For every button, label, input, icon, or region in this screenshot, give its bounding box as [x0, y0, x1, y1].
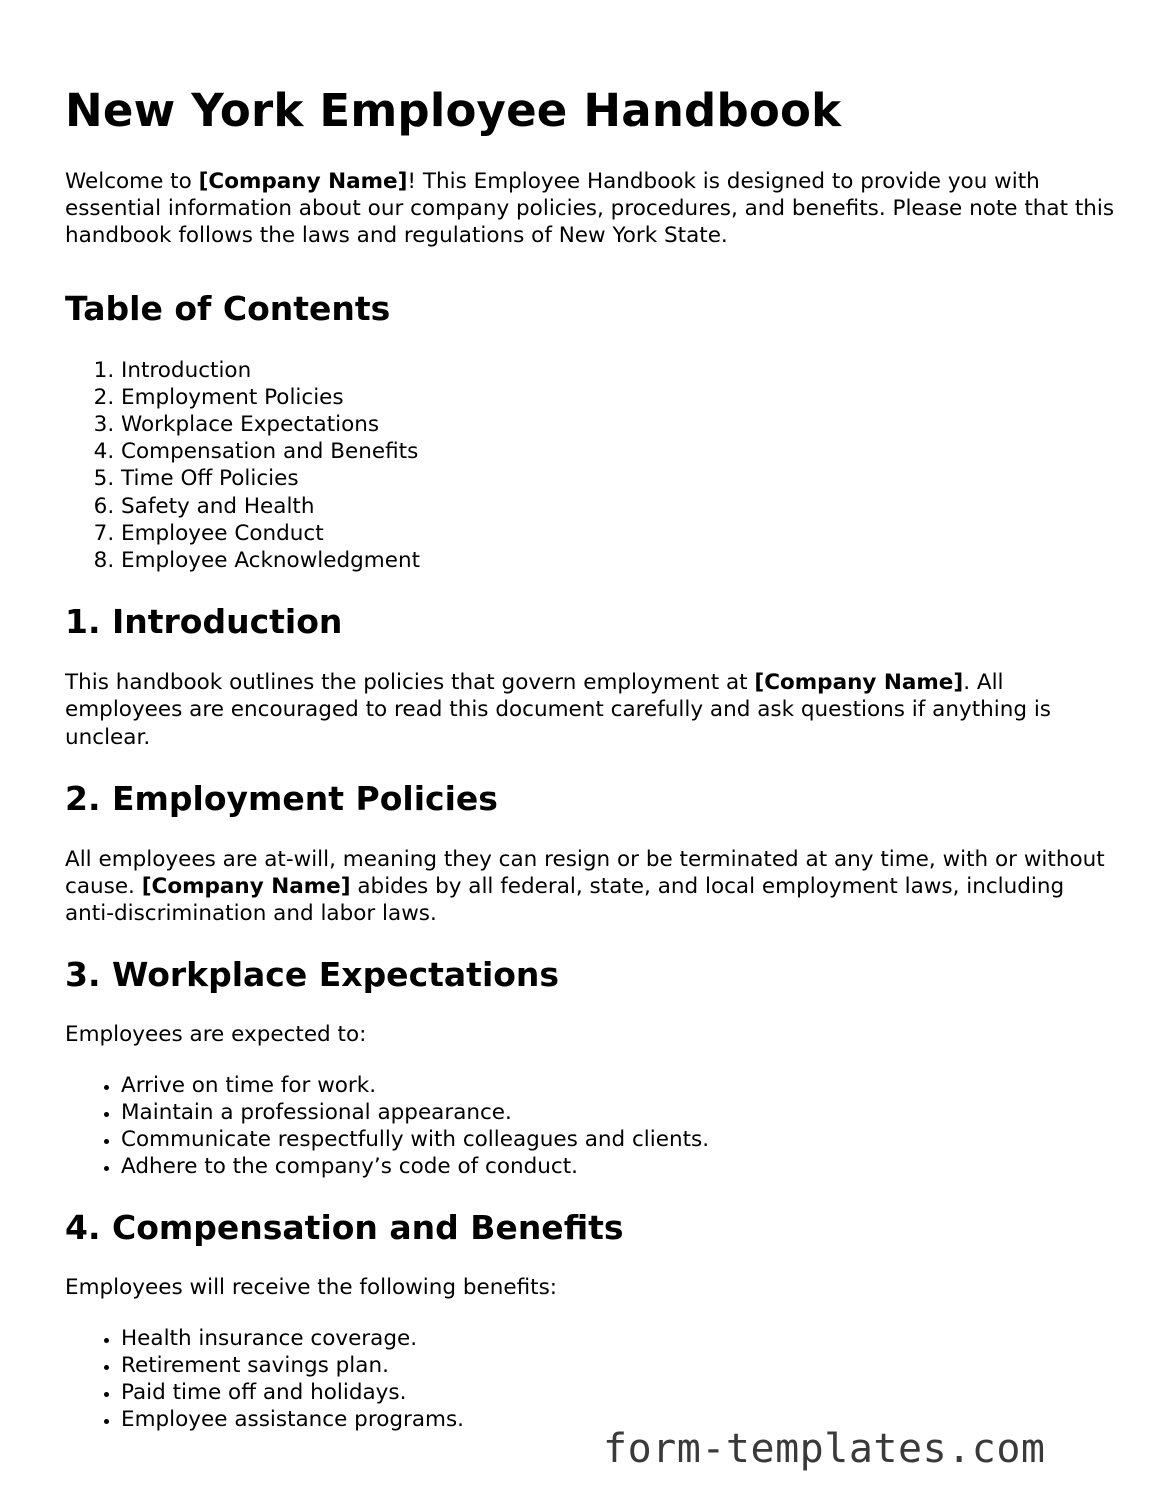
- toc-item-workplace-expectations: 3. Workplace Expectations: [121, 411, 1115, 438]
- list-item: • Adhere to the company’s code of conduct.: [121, 1153, 1115, 1180]
- company-name-placeholder: [Company Name]: [141, 874, 351, 900]
- intro-text-after: ! This Employee Handbook is designed to provide you with essential information about our company policies, procedures, and benefits. Please note that this handbook follows the laws and regulations of New York State.: [65, 169, 1115, 249]
- benefits-list: [65, 1325, 1115, 1434]
- section-employment-policies-text-after: abides by all federal, state, and local employment laws, including anti-discrimination and labor laws.: [65, 874, 1065, 927]
- list-item: • Maintain a professional appearance.: [121, 1099, 1115, 1126]
- section-introduction-heading: 1. Introduction: [65, 602, 343, 642]
- watermark: form-templates.com: [603, 1426, 1046, 1472]
- toc-item-employee-acknowledgment: 8. Employee Acknowledgment: [121, 547, 1115, 574]
- section-introduction-text-after: . All employees are encouraged to read this document carefully and ask questions if anything is unclear.: [65, 670, 1052, 750]
- toc-item-introduction: 1. Introduction: [121, 357, 1115, 384]
- toc-item-time-off-policies: 5. Time Off Policies: [121, 465, 1115, 492]
- section-compensation-benefits-heading: 4. Compensation and Benefits: [65, 1208, 624, 1248]
- document-title: New York Employee Handbook: [65, 84, 842, 137]
- toc-heading: Table of Contents: [65, 288, 391, 328]
- section-workplace-expectations-heading: 3. Workplace Expectations: [65, 955, 560, 995]
- intro-text-before: Welcome to: [65, 169, 199, 194]
- toc-item-employment-policies: 2. Employment Policies: [121, 384, 1115, 411]
- list-item: • Communicate respectfully with colleagues and clients.: [121, 1126, 1115, 1153]
- section-compensation-benefits-lead: Employees will receive the following benefits:: [65, 1275, 558, 1301]
- workplace-expectations-list: [65, 1072, 1115, 1181]
- list-item: • Paid time off and holidays.: [121, 1379, 1115, 1406]
- toc-item-safety-health: 6. Safety and Health: [121, 493, 1115, 520]
- list-item: • Retirement savings plan.: [121, 1352, 1115, 1379]
- list-item: • Employee assistance programs.: [121, 1406, 1115, 1433]
- list-item: • Arrive on time for work.: [121, 1072, 1115, 1099]
- toc-item-employee-conduct: 7. Employee Conduct: [121, 520, 1115, 547]
- company-name-placeholder: [Company Name]: [198, 169, 408, 194]
- section-introduction-text-before: This handbook outlines the policies that govern employment at: [65, 670, 755, 696]
- toc-list: [65, 357, 1115, 575]
- section-employment-policies-heading: 2. Employment Policies: [65, 778, 498, 818]
- section-employment-policies-text-before: All employees are at-will, meaning they can resign or be terminated at any time, with or without cause.: [65, 846, 1105, 900]
- section-introduction-paragraph: [65, 669, 1115, 751]
- list-item: • Health insurance coverage.: [121, 1325, 1115, 1352]
- intro-paragraph: [65, 168, 1115, 250]
- section-workplace-expectations-lead: Employees are expected to:: [65, 1022, 367, 1048]
- toc-item-compensation-benefits: 4. Compensation and Benefits: [121, 438, 1115, 465]
- section-employment-policies-paragraph: [65, 846, 1115, 928]
- company-name-placeholder: [Company Name]: [754, 670, 964, 696]
- document-page: [65, 0, 1115, 1433]
